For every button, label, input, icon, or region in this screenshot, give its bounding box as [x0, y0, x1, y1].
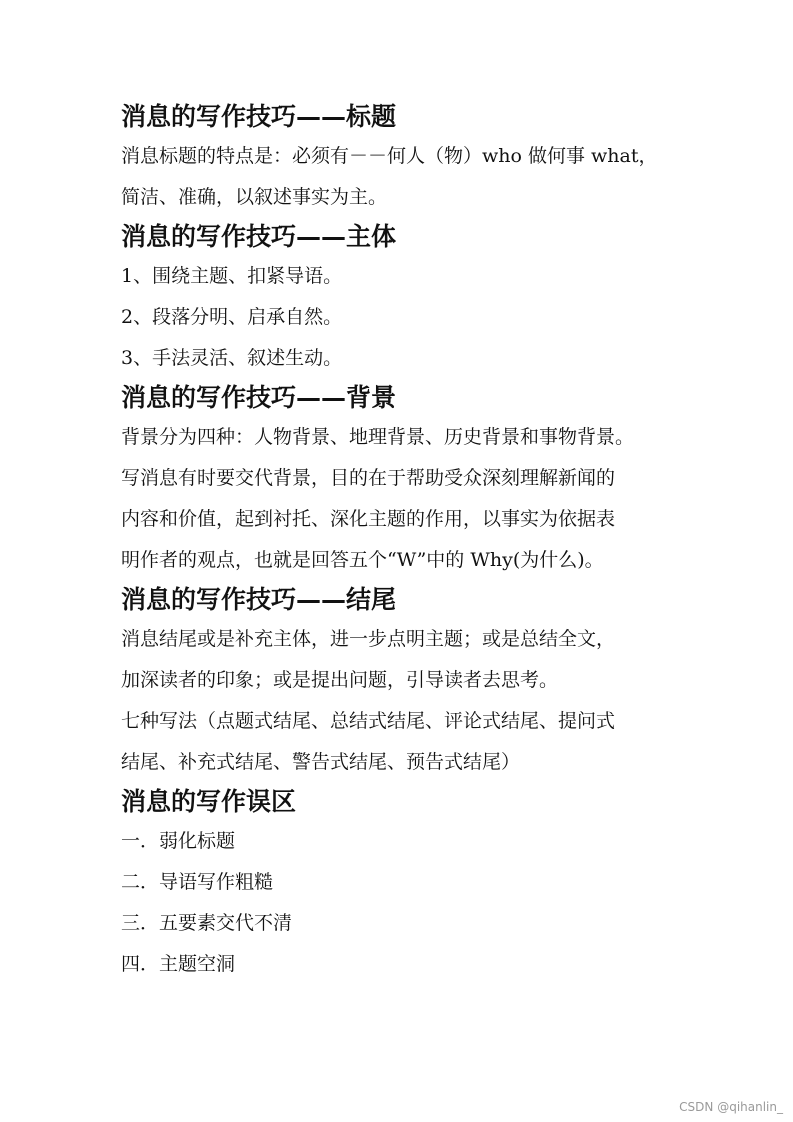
section-ending-tips	[121, 581, 681, 783]
section-heading: 消息的写作技巧——标题	[121, 102, 397, 131]
section-heading: 消息的写作技巧——结尾	[121, 585, 397, 614]
text-line: 明作者的观点，也就是回答五个“W”中的 Why(为什么)。	[121, 549, 604, 571]
text-line: 内容和价值，起到衬托、深化主题的作用，以事实为依据表	[121, 508, 616, 530]
paragraph	[121, 136, 681, 218]
paragraph	[121, 619, 681, 701]
text-line: 加深读者的印象；或是提出问题，引导读者去思考。	[121, 669, 559, 691]
paragraph	[121, 417, 681, 581]
section-pitfalls	[121, 783, 681, 985]
text-line: 写消息有时要交代背景，目的在于帮助受众深刻理解新闻的	[121, 467, 616, 489]
list-item: 三．五要素交代不清	[121, 912, 293, 934]
list-item: 一．弱化标题	[121, 830, 236, 852]
list-item: 2、段落分明、启承自然。	[121, 306, 343, 328]
section-title-tips	[121, 98, 681, 218]
watermark: CSDN @qihanlin_	[679, 1100, 783, 1114]
section-heading: 消息的写作技巧——主体	[121, 222, 397, 251]
document-content	[121, 98, 681, 985]
section-body-tips	[121, 218, 681, 379]
section-heading: 消息的写作技巧——背景	[121, 383, 397, 412]
text-line: 简洁、准确，以叙述事实为主。	[121, 186, 388, 208]
text-line: 消息标题的特点是：必须有－－何人（物）who 做何事 what，	[121, 145, 658, 167]
list-item: 3、手法灵活、叙述生动。	[121, 347, 343, 369]
text-line: 七种写法（点题式结尾、总结式结尾、评论式结尾、提问式	[121, 710, 616, 732]
text-line: 背景分为四种：人物背景、地理背景、历史背景和事物背景。	[121, 426, 635, 448]
list-item: 四．主题空洞	[121, 953, 236, 975]
text-line: 结尾、补充式结尾、警告式结尾、预告式结尾）	[121, 751, 521, 773]
paragraph	[121, 701, 681, 783]
list-item: 1、围绕主题、扣紧导语。	[121, 265, 343, 287]
text-line: 消息结尾或是补充主体，进一步点明主题；或是总结全文，	[121, 628, 616, 650]
section-background-tips	[121, 379, 681, 581]
list-item: 二．导语写作粗糙	[121, 871, 274, 893]
section-heading: 消息的写作误区	[121, 787, 297, 816]
